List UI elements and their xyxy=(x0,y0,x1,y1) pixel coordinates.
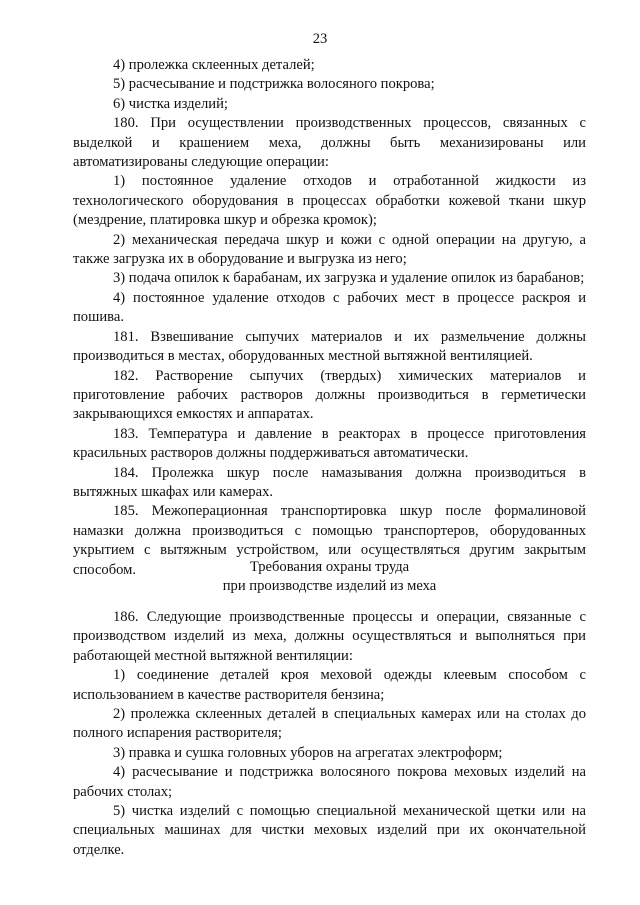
paragraph: 1) постоянное удаление отходов и отработанной жидкости из технологического оборудования в процессах обработки кожевой ткани шкур (мездрение, платировка шкур и обрезка кромок); xyxy=(73,173,586,229)
paragraph: 4) пролежка склеенных деталей; xyxy=(113,57,315,73)
paragraph: 3) подача опилок к барабанам, их загрузка и удаление опилок из барабанов; xyxy=(113,270,585,287)
paragraph: 4) постоянное удаление отходов с рабочих мест в процессе раскроя и пошива. xyxy=(73,289,586,326)
paragraph: 2) механическая передача шкур и кожи с одной операции на другую, а также загрузка их в оборудование и выгрузка из него; xyxy=(73,231,586,268)
paragraph: 5) чистка изделий с помощью специальной механической щетки или на специальных машинах для чистки меховых изделий при их окончательной отделке. xyxy=(73,803,586,858)
paragraph: 186. Следующие производственные процессы и операции, связанные с производством изделий из меха, должны осуществляться и выполняться при работающей местной вытяжной вентиляции: xyxy=(73,609,586,664)
paragraph: 180. При осуществлении производственных процессов, связанных с выделкой и крашением меха, должны быть механизированы или автоматизированы следующие операции: xyxy=(73,115,586,171)
paragraph: 182. Растворение сыпучих (твердых) химических материалов и приготовление рабочих растворов должны производиться в герметически закрывающихся емкостях и аппаратах. xyxy=(73,367,586,423)
paragraph: 185. Межоперационная транспортировка шкур после формалиновой намазки должна производиться с помощью транспортеров, оборудованных укрытием с вытяжным устройством, или осуществляться другим закрытым способом. xyxy=(73,503,586,578)
paragraph: 183. Температура и давление в реакторах в процессе приготовления красильных растворов должны поддерживаться автоматически. xyxy=(73,425,586,462)
text-block-top xyxy=(73,56,586,580)
paragraph: 4) расчесывание и подстрижка волосяного покрова меховых изделий на рабочих столах; xyxy=(73,764,586,800)
section-heading xyxy=(73,558,586,597)
text-block-bottom xyxy=(73,608,586,860)
paragraph: 184. Пролежка шкур после намазывания должна производиться в вытяжных шкафах или камерах. xyxy=(73,464,586,500)
page-number: 23 xyxy=(312,31,328,47)
paragraph: 3) правка и сушка головных уборов на агрегатах электроформ; xyxy=(113,744,503,761)
paragraph: 181. Взвешивание сыпучих материалов и их размельчение должны производиться в местах, оборудованных местной вытяжной вентиляцией. xyxy=(73,328,586,365)
paragraph: 5) расчесывание и подстрижка волосяного покрова; xyxy=(113,76,435,93)
section-heading-line-1: Требования охраны труда xyxy=(249,559,410,575)
paragraph: 1) соединение деталей кроя меховой одежды клеевым способом с использованием в качестве растворителя бензина; xyxy=(73,667,586,703)
paragraph: 6) чистка изделий; xyxy=(113,95,228,112)
section-heading-line-2: при производстве изделий из меха xyxy=(222,578,437,595)
paragraph: 2) пролежка склеенных деталей в специальных камерах или на столах до полного испарения растворителя; xyxy=(73,706,586,742)
